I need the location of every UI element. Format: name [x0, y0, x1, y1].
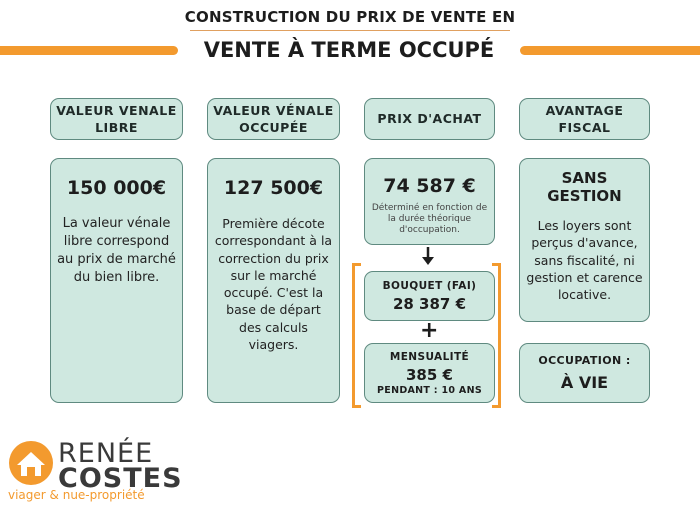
occupation-label: OCCUPATION :	[538, 354, 631, 367]
page-title-line1: CONSTRUCTION DU PRIX DE VENTE EN	[184, 8, 516, 26]
prix-achat-amount: 74 587 €	[383, 175, 476, 197]
card-mensualite	[364, 343, 495, 403]
accent-bar-right	[520, 46, 700, 55]
logo-tagline: viager & nue-propriété	[8, 488, 145, 502]
valeur-occupee-description: Première décote correspondant à la correction du prix sur le marché occupé. C'est la base de départ des calculs viagers.	[214, 216, 333, 352]
arrow-down-icon	[421, 247, 435, 265]
logo-line2: COSTES	[58, 463, 183, 494]
sans-gestion-heading: SANS GESTION	[547, 169, 622, 205]
sans-gestion-description: Les loyers sont perçus d'avance, sans fiscalité, ni gestion et carence locative.	[526, 218, 643, 302]
valeur-occupee-amount: 127 500€	[223, 177, 324, 199]
accent-bar-left	[0, 46, 178, 55]
card-valeur-occupee	[207, 158, 340, 403]
bouquet-label: BOUQUET (FAI)	[382, 279, 477, 292]
header-valeur-libre: VALEUR VENALE LIBRE	[50, 98, 183, 140]
title-divider	[190, 30, 510, 31]
logo-line1: RENÉE	[58, 438, 154, 469]
brand-logo	[8, 438, 208, 508]
header-prix-achat: PRIX D'ACHAT	[364, 98, 495, 140]
valeur-libre-description: La valeur vénale libre correspond au prix de marché du bien libre.	[57, 216, 176, 285]
house-icon	[8, 440, 54, 486]
card-prix-achat	[364, 158, 495, 245]
bouquet-value: 28 387 €	[392, 294, 467, 313]
header-avantage-fiscal: AVANTAGE FISCAL	[519, 98, 650, 140]
bracket-left	[352, 263, 361, 408]
mensualite-value: 385 €	[406, 365, 453, 384]
card-occupation	[519, 343, 650, 403]
plus-sign: +	[420, 318, 439, 343]
occupation-value: À VIE	[560, 373, 609, 392]
page-title-line2: VENTE À TERME OCCUPÉ	[203, 38, 495, 62]
card-valeur-libre	[50, 158, 183, 403]
card-bouquet	[364, 271, 495, 321]
header-valeur-occupee: VALEUR VÉNALE OCCUPÉE	[207, 98, 340, 140]
mensualite-duration: PENDANT : 10 ANS	[377, 384, 482, 396]
card-sans-gestion	[519, 158, 650, 322]
mensualite-label: MENSUALITÉ	[389, 350, 470, 363]
prix-achat-note: Déterminé en fonction de la durée théorique d'occupation.	[371, 203, 488, 235]
valeur-libre-amount: 150 000€	[66, 177, 167, 199]
